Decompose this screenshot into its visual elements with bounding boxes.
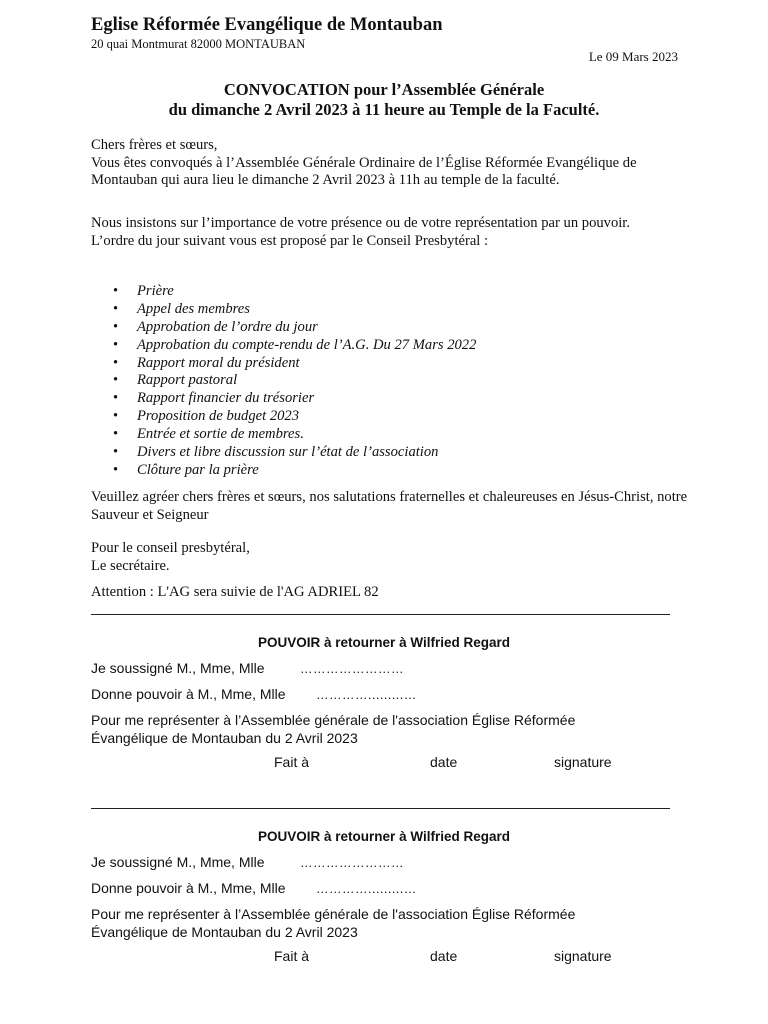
agenda-item-label: Rapport moral du président [137, 354, 300, 371]
pouvoir-1-signature[interactable]: signature [554, 754, 612, 770]
agenda-item-label: Clôture par la prière [137, 461, 259, 478]
bullet-icon: • [113, 318, 119, 335]
bullet-icon: • [113, 461, 119, 478]
agenda-item [91, 426, 476, 444]
divider-1 [91, 614, 670, 615]
agenda-item-label: Proposition de budget 2023 [137, 408, 300, 425]
agenda-item-label: Appel des membres [137, 300, 250, 317]
agenda-item [91, 301, 476, 319]
agenda-item [91, 337, 476, 355]
organization-address: 20 quai Montmurat 82000 MONTAUBAN [91, 37, 306, 51]
insist-text: Nous insistons sur l’importance de votre présence ou de votre représentation par un pouvoir. [91, 215, 631, 231]
bullet-icon: • [113, 408, 119, 425]
agenda-item [91, 283, 476, 301]
signature-line-2: Le secrétaire. [91, 557, 170, 574]
pouvoir-1-soussigne-field[interactable]: …………………… [300, 662, 404, 676]
pouvoir-1-soussigne-label: Je soussigné M., Mme, Mlle [91, 660, 265, 676]
pouvoir-2-donne-label: Donne pouvoir à M., Mme, Mlle [91, 880, 286, 896]
agenda-item [91, 372, 476, 390]
pouvoir-1-fait-a[interactable]: Fait à [274, 754, 310, 770]
pouvoir-1-represent: Pour me représenter à l’Assemblée générale de l'association Église Réformée Évangélique de Montauban du 2 Avril 2023 [91, 712, 576, 746]
agenda-item [91, 355, 476, 373]
bullet-icon: • [113, 372, 119, 389]
divider-2 [91, 808, 670, 809]
convocation-subtitle: du dimanche 2 Avril 2023 à 11 heure au Temple de la Faculté. [168, 100, 600, 119]
agenda-item [91, 408, 476, 426]
intro-paragraph [91, 137, 691, 190]
bullet-icon: • [113, 390, 119, 407]
intro-text: Vous êtes convoqués à l’Assemblée Générale Ordinaire de l’Église Réformée Evangélique de Montauban qui aura lieu le dimanche 2 Avril 2023 à 11h au temple de la faculté. [91, 154, 637, 188]
attention-note: Attention : L'AG sera suivie de l'AG ADRIEL 82 [91, 584, 379, 600]
agenda-item [91, 444, 476, 462]
agenda-item-label: Prière [137, 283, 174, 299]
agenda-list [91, 283, 476, 480]
insist-paragraph [91, 215, 691, 250]
signature-block [91, 540, 691, 575]
bullet-icon: • [113, 426, 119, 443]
agenda-item [91, 319, 476, 337]
pouvoir-1-date[interactable]: date [430, 754, 458, 770]
agenda-item-label: Entrée et sortie de membres. [137, 426, 304, 443]
document-date: Le 09 Mars 2023 [588, 49, 678, 64]
agenda-item [91, 462, 476, 480]
pouvoir-2-donne-field[interactable]: ………….........… [316, 882, 417, 896]
agenda-intro: L’ordre du jour suivant vous est proposé par le Conseil Presbytéral : [91, 232, 489, 249]
agenda-item-label: Approbation de l’ordre du jour [137, 318, 318, 335]
agenda-item-label: Approbation du compte-rendu de l’A.G. Du 27 Mars 2022 [137, 336, 477, 353]
pouvoir-2-fait-a[interactable]: Fait à [274, 948, 310, 964]
bullet-icon: • [113, 444, 119, 461]
agenda-item-label: Rapport pastoral [137, 372, 238, 389]
bullet-icon: • [113, 336, 119, 353]
agenda-item-label: Rapport financier du trésorier [137, 390, 315, 407]
bullet-icon: • [113, 300, 119, 317]
signature-line-1: Pour le conseil presbytéral, [91, 540, 250, 556]
pouvoir-1-donne-label: Donne pouvoir à M., Mme, Mlle [91, 686, 286, 702]
convocation-title: CONVOCATION pour l’Assemblée Générale [223, 80, 545, 99]
pouvoir-2-soussigne-field[interactable]: …………………… [300, 856, 404, 870]
agenda-item [91, 390, 476, 408]
pouvoir-2-signature[interactable]: signature [554, 948, 612, 964]
pouvoir-title-2: POUVOIR à retourner à Wilfried Regard [258, 829, 510, 844]
bullet-icon: • [113, 283, 119, 299]
greeting: Chers frères et sœurs, [91, 137, 218, 153]
pouvoir-title-1: POUVOIR à retourner à Wilfried Regard [258, 635, 510, 650]
pouvoir-2-represent: Pour me représenter à l’Assemblée générale de l'association Église Réformée Évangélique de Montauban du 2 Avril 2023 [91, 906, 576, 940]
pouvoir-1-donne-field[interactable]: ………….........… [316, 688, 417, 702]
pouvoir-2-date[interactable]: date [430, 948, 458, 964]
closing-paragraph: Veuillez agréer chers frères et sœurs, nos salutations fraternelles et chaleureuses en Jésus-Christ, notre Sauveur et Seigneur [91, 489, 688, 523]
bullet-icon: • [113, 354, 119, 371]
pouvoir-2-soussigne-label: Je soussigné M., Mme, Mlle [91, 854, 265, 870]
organization-name: Eglise Réformée Evangélique de Montauban [91, 15, 443, 35]
agenda-item-label: Divers et libre discussion sur l’état de l’association [137, 444, 439, 461]
